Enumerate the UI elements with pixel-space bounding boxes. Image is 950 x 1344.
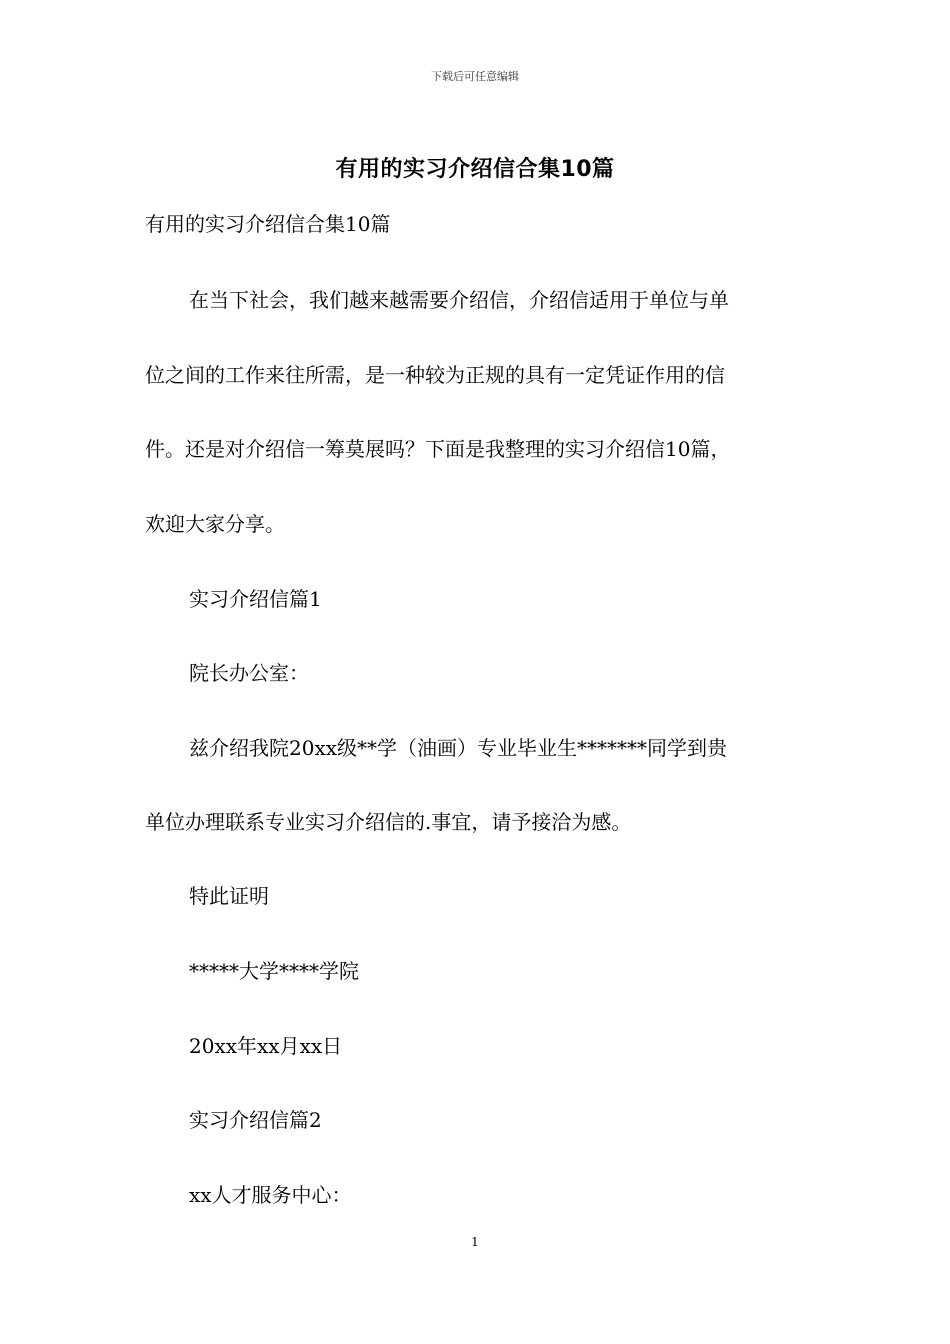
paragraph-line: 兹介绍我院20xx级**学（油画）专业毕业生*******同学到贵 xyxy=(189,736,728,760)
section-heading: 实习介绍信篇2 xyxy=(189,1108,322,1132)
date-line: 20xx年xx月xx日 xyxy=(189,1034,343,1058)
subtitle-line: 有用的实习介绍信合集10篇 xyxy=(145,212,391,236)
page-number: 1 xyxy=(471,1235,479,1249)
signature-line: *****大学****学院 xyxy=(189,959,359,983)
salutation: xx人才服务中心： xyxy=(189,1183,352,1207)
header-note: 下载后可任意编辑 xyxy=(431,70,519,83)
section-heading: 实习介绍信篇1 xyxy=(189,587,322,611)
paragraph-line: 单位办理联系专业实习介绍信的.事宜，请予接洽为感。 xyxy=(145,810,632,834)
closing-line: 特此证明 xyxy=(189,884,269,908)
paragraph-line: 在当下社会，我们越来越需要介绍信，介绍信适用于单位与单 xyxy=(189,288,729,312)
paragraph-line: 位之间的工作来往所需，是一种较为正规的具有一定凭证作用的信 xyxy=(145,363,725,387)
document-title: 有用的实习介绍信合集10篇 xyxy=(335,157,615,182)
paragraph-line: 欢迎大家分享。 xyxy=(145,512,285,536)
paragraph-line: 件。还是对介绍信一筹莫展吗？下面是我整理的实习介绍信10篇， xyxy=(145,437,731,461)
salutation: 院长办公室： xyxy=(189,661,309,685)
